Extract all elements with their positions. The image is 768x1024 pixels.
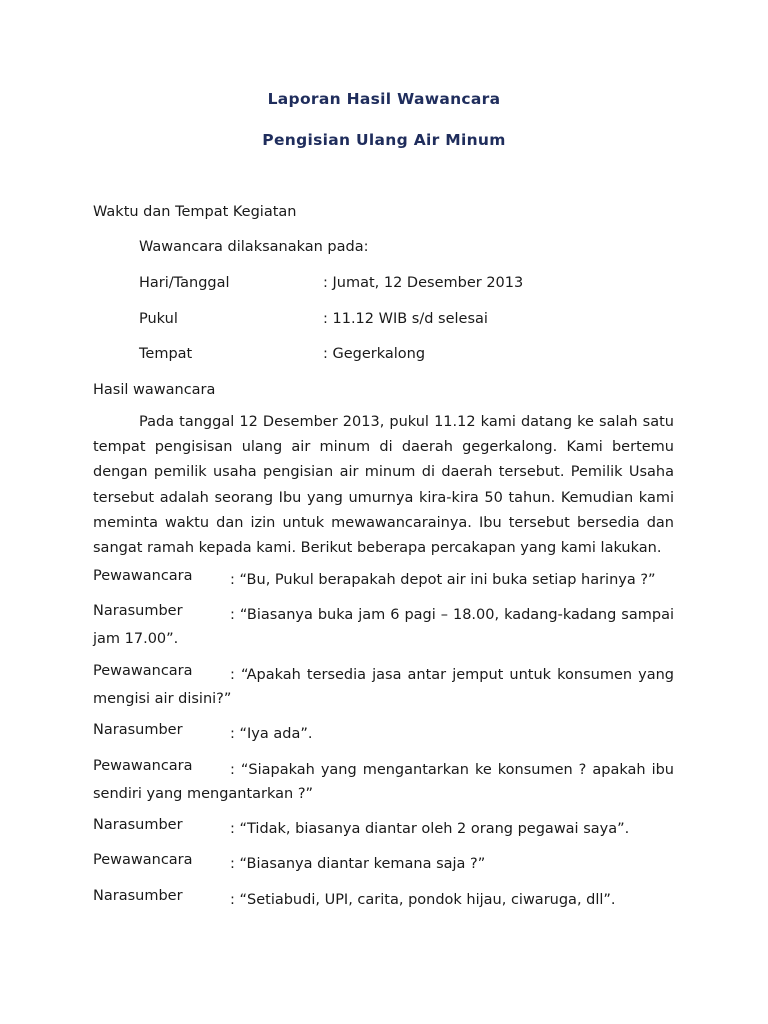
detail-value: : Jumat, 12 Desember 2013 [323, 275, 524, 291]
dialogue-speaker: Narasumber [93, 888, 183, 904]
dialogue-text: : “Siapakah yang mengantarkan ke konsumen ? apakah ibu sendiri yang mengantarkan ?” [93, 762, 674, 802]
results-paragraph: Pada tanggal 12 Desember 2013, pukul 11.12 kami datang ke salah satu tempat pengisisan ulang air minum di daerah gegerkalong. Kami bertemu dengan pemilik usaha pengisian air minum di daerah tersebut. Pemilik Usaha tersebut adalah seorang Ibu yang umurnya kira-kira 50 tahun. Kemudian kami meminta waktu dan izin untuk mewawancarainya. Ibu tersebut bersedia dan sangat ramah kepada kami. Berikut beberapa percakapan yang kami lakukan. [93, 414, 674, 557]
dialogue-speaker: Pewawancara [93, 663, 193, 679]
dialogue-speaker: Narasumber [93, 817, 183, 833]
dialogue-text: : “Biasanya diantar kemana saja ?” [230, 856, 486, 872]
dialogue-text: : “Iya ada”. [230, 726, 313, 742]
dialogue-text: : “Apakah tersedia jasa antar jemput untuk konsumen yang mengisi air disini?” [93, 667, 674, 707]
detail-value: : 11.12 WIB s/d selesai [323, 311, 488, 327]
detail-value: : Gegerkalong [323, 346, 426, 362]
interview-intro: Wawancara dilaksanakan pada: [139, 239, 369, 255]
dialogue-speaker: Pewawancara [93, 852, 193, 868]
dialogue-speaker: Pewawancara [93, 758, 193, 774]
dialogue-speaker: Pewawancara [93, 568, 193, 584]
dialogue-text: : “Biasanya buka jam 6 pagi – 18.00, kadang-kadang sampai jam 17.00”. [93, 607, 674, 647]
dialogue-item [93, 758, 674, 806]
dialogue-text: : “Tidak, biasanya diantar oleh 2 orang pegawai saya”. [230, 821, 630, 837]
dialogue-speaker: Narasumber [93, 603, 183, 619]
dialogue-item [93, 663, 674, 711]
dialogue-item [93, 852, 674, 876]
dialogue-item [93, 603, 674, 651]
section-heading-results: Hasil wawancara [93, 382, 216, 398]
dialogue-text: : “Bu, Pukul berapakah depot air ini buka setiap harinya ?” [230, 572, 656, 588]
detail-label: Tempat [139, 346, 193, 362]
document-subtitle: Pengisian Ulang Air Minum [262, 131, 506, 149]
dialogue-text: : “Setiabudi, UPI, carita, pondok hijau, ciwaruga, dll”. [230, 892, 616, 908]
detail-label: Pukul [139, 311, 178, 327]
dialogue-item [93, 817, 674, 841]
document-title: Laporan Hasil Wawancara [267, 90, 501, 108]
section-heading-time-place: Waktu dan Tempat Kegiatan [93, 204, 297, 220]
detail-label: Hari/Tanggal [139, 275, 230, 291]
dialogue-item [93, 888, 674, 912]
dialogue-item [93, 722, 674, 746]
dialogue-speaker: Narasumber [93, 722, 183, 738]
dialogue-item [93, 568, 674, 592]
